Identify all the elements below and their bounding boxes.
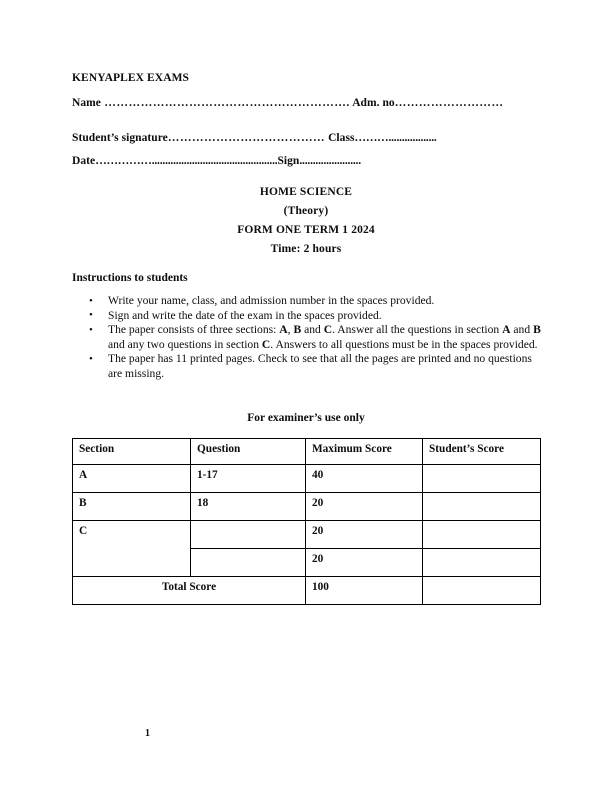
examiner-use-heading: For examiner’s use only bbox=[247, 412, 365, 424]
signature-dots[interactable]: ………………………………… bbox=[167, 132, 326, 144]
paper-title-block bbox=[0, 183, 612, 259]
instruction-item bbox=[72, 352, 546, 380]
adm-no-dots[interactable]: ……………………… bbox=[394, 97, 504, 109]
cell-total-student-score[interactable] bbox=[423, 577, 541, 605]
cell-question: 18 bbox=[191, 493, 306, 521]
cell-maximum-score: 20 bbox=[306, 493, 423, 521]
column-header-student-score: Student’s Score bbox=[423, 439, 541, 465]
instructions-list bbox=[72, 294, 546, 381]
exam-brand-title: KENYAPLEX EXAMS bbox=[72, 72, 190, 84]
instruction-item bbox=[72, 323, 546, 351]
date-dots[interactable]: ……………............................................... bbox=[95, 155, 278, 167]
column-header-maximum-score: Maximum Score bbox=[306, 439, 423, 465]
instruction-item bbox=[72, 294, 546, 308]
paper-type: (Theory) bbox=[283, 205, 329, 217]
cell-total-label: Total Score bbox=[73, 577, 306, 605]
name-label: Name bbox=[72, 97, 101, 109]
candidate-name-line bbox=[72, 97, 544, 109]
name-dots[interactable]: ……………………………………………………. bbox=[100, 97, 350, 109]
bullet-icon: • bbox=[89, 352, 93, 365]
instruction-item bbox=[72, 309, 546, 323]
cell-total-maximum: 100 bbox=[306, 577, 423, 605]
cell-question[interactable] bbox=[191, 549, 306, 577]
form-and-term: FORM ONE TERM 1 2024 bbox=[237, 224, 375, 236]
cell-question: 1-17 bbox=[191, 465, 306, 493]
student-signature-line bbox=[72, 132, 544, 144]
cell-student-score[interactable] bbox=[423, 465, 541, 493]
table-row bbox=[73, 465, 541, 493]
signature-label: Student’s signature bbox=[72, 132, 168, 144]
column-header-section: Section bbox=[73, 439, 191, 465]
cell-student-score[interactable] bbox=[423, 521, 541, 549]
subject-title: HOME SCIENCE bbox=[259, 186, 353, 198]
cell-student-score[interactable] bbox=[423, 493, 541, 521]
instruction-text: Write your name, class, and admission number in the spaces provided. bbox=[108, 294, 435, 307]
date-label: Date bbox=[72, 155, 96, 167]
examiner-score-table bbox=[72, 438, 541, 605]
cell-section: C bbox=[73, 521, 191, 577]
cell-student-score[interactable] bbox=[423, 549, 541, 577]
bullet-icon: • bbox=[89, 294, 93, 307]
cell-section: B bbox=[73, 493, 191, 521]
sign-label: Sign bbox=[277, 155, 300, 167]
table-total-row bbox=[73, 577, 541, 605]
date-sign-line bbox=[72, 155, 544, 167]
instruction-text: The paper consists of three sections: A, B and C. Answer all the questions in section A and B and any two questions in section C. Answers to all questions must be in the spaces provided. bbox=[108, 323, 541, 351]
column-header-question: Question bbox=[191, 439, 306, 465]
table-row bbox=[73, 493, 541, 521]
class-dots[interactable]: ……….................. bbox=[354, 132, 437, 144]
cell-section: A bbox=[73, 465, 191, 493]
cell-maximum-score: 40 bbox=[306, 465, 423, 493]
cell-question[interactable] bbox=[191, 521, 306, 549]
time-allowed: Time: 2 hours bbox=[270, 243, 342, 255]
table-header-row bbox=[73, 439, 541, 465]
cell-maximum-score: 20 bbox=[306, 549, 423, 577]
instructions-heading: Instructions to students bbox=[72, 272, 188, 284]
table-row bbox=[73, 521, 541, 549]
instruction-text: The paper has 11 printed pages. Check to see that all the pages are printed and no questions are missing. bbox=[108, 352, 532, 380]
page-number: 1 bbox=[145, 728, 150, 739]
class-label: Class bbox=[325, 132, 355, 144]
bullet-icon: • bbox=[89, 309, 93, 322]
adm-no-label: Adm. no bbox=[349, 97, 395, 109]
sign-dots[interactable]: ....................... bbox=[299, 155, 361, 167]
cell-maximum-score: 20 bbox=[306, 521, 423, 549]
instruction-text: Sign and write the date of the exam in the spaces provided. bbox=[108, 308, 382, 322]
bullet-icon: • bbox=[89, 323, 93, 336]
